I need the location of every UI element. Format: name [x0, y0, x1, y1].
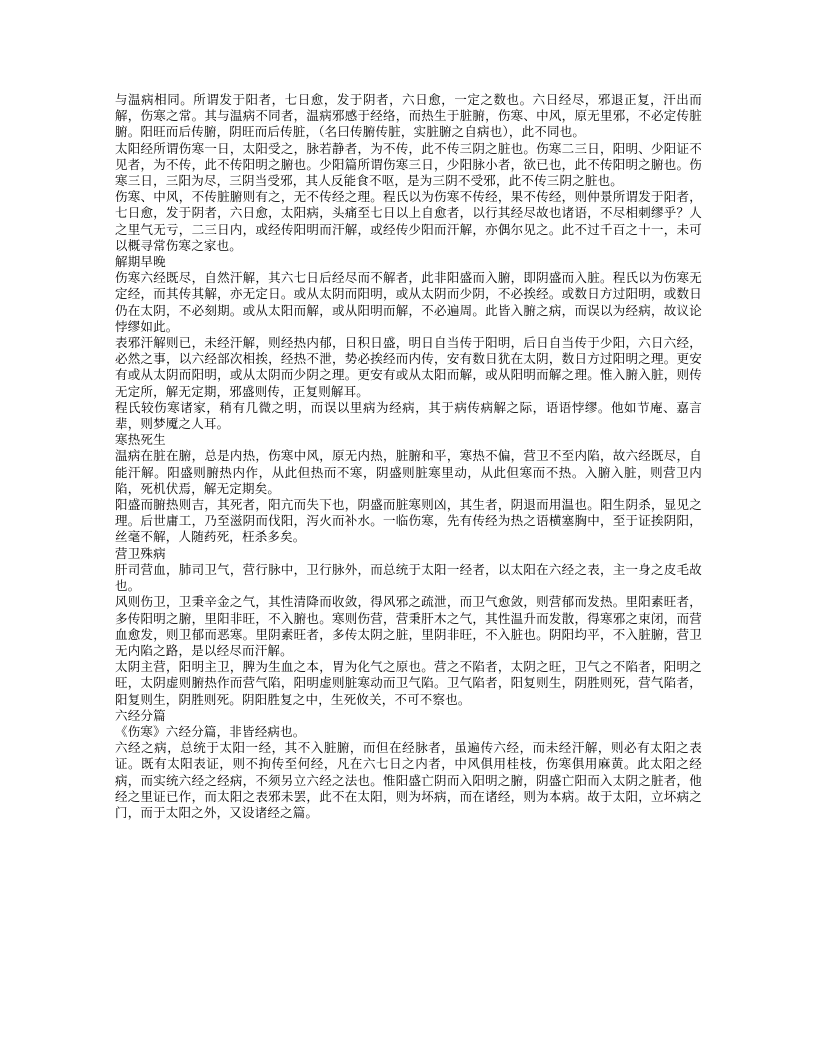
paragraph: 太阳经所谓伤寒一日，太阳受之，脉若静者，为不传，此不传三阴之脏也。伤寒二三日，阳明、少阳证不见者，为不传，此不传阳明之腑也。少阳篇所谓伤寒三日，少阳脉小者，欲已也，此不传阳明之腑也。伤寒三日，三阳为尽，三阴当受邪，其人反能食不呕，是为三阴不受邪，此不传三阴之脏也。 — [115, 141, 702, 189]
paragraph: 伤寒、中风，不传脏腑则有之，无不传经之理。程氏以为伤寒不传经，果不传经，则仲景所谓发于阳者，七日愈，发于阴者，六日愈，太阳病，头痛至七日以上自愈者，以行其经尽故也诸语，不尽相刺缪乎？人之里气无亏，二三日内，或经传阳明而汗解，或经传少阳而汗解，亦偶尔见之。此不过千百之十一，未可以概寻常伤寒之家也。 — [115, 190, 702, 253]
section-heading-jieqi-zaowan: 解期早晚 — [115, 255, 166, 270]
paragraph: 肝司营血，肺司卫气，营行脉中，卫行脉外，而总统于太阳一经者，以太阳在六经之表，主一身之皮毛故也。 — [115, 562, 702, 594]
paragraph: 太阴主营，阳明主卫，脾为生血之本，胃为化气之原也。营之不陷者，太阴之旺，卫气之不陷者，阳明之旺，太阴虚则腑热作而营气陷，阳明虚则脏寒动而卫气陷。卫气陷者，阳复则生，阴胜则死，营气陷者，阳复则生，阴胜则死。阴阳胜复之中，生死攸关，不可不察也。 — [115, 660, 702, 707]
paragraph: 风则伤卫，卫秉辛金之气，其性清降而收敛，得风邪之疏泄，而卫气愈敛，则营郁而发热。里阳素旺者，多传阳明之腑，里阳非旺，不入腑也。寒则伤营，营秉肝木之气，其性温升而发散，得寒邪之束闭，而营血愈发，则卫郁而恶寒。里阴素旺者，多传太阴之脏，里阴非旺，不入脏也。阴阳均平，不入脏腑，营卫无内陷之路，是以经尽而汗解。 — [115, 595, 702, 658]
section-heading-yingwei-shubing: 营卫殊病 — [115, 546, 166, 561]
section-heading-hanre-sisheng: 寒热死生 — [115, 433, 166, 448]
paragraph: 《伤寒》六经分篇，非皆经病也。 — [115, 724, 306, 739]
text-body — [115, 92, 702, 821]
paragraph: 程氏较伤寒诸家，稍有几微之明，而误以里病为经病，其于病传病解之际，语语悖缪。他如节庵、嘉言辈，则梦魇之人耳。 — [115, 400, 702, 432]
paragraph: 表邪汗解则已，未经汗解，则经热内郁，日积日盛，明日自当传于阳明，后日自当传于少阳，六日六经，必然之事，以六经部次相挨，经热不泄，势必挨经而内传，安有数日犹在太阴，数日方过阳明之理。更安有或从太阴而阳明，或从太阴而少阴之理。更安有或从太阳而解，或从阳明而解之理。惟入腑入脏，则传无定所，解无定期，邪盛则传，正复则解耳。 — [115, 336, 702, 399]
paragraph: 与温病相同。所谓发于阳者，七日愈，发于阴者，六日愈，一定之数也。六日经尽，邪退正复，汗出而解，伤寒之常。其与温病不同者，温病邪感于经络，而热生于脏腑，伤寒、中风，原无里邪，不必定传脏腑。阳旺而后传腑，阴旺而后传脏，（名曰传腑传脏，实脏腑之自病也），此不同也。 — [115, 93, 702, 140]
paragraph: 温病在脏在腑，总是内热，伤寒中风，原无内热，脏腑和平，寒热不偏，营卫不至内陷，故六经既尽，自能汗解。阳盛则腑热内作，从此但热而不寒，阴盛则脏寒里动，从此但寒而不热。入腑入脏，则营卫内陷，死机伏焉，解无定期矣。 — [115, 449, 702, 496]
paragraph: 六经之病，总统于太阳一经，其不入脏腑，而但在经脉者，虽遍传六经，而未经汗解，则必有太阳之表证。既有太阳表证，则不拘传至何经，凡在六七日之内者，中风俱用桂枝，伤寒俱用麻黄。此太阳之经病，而实统六经之经病，不须另立六经之法也。惟阳盛亡阴而入阳明之腑，阴盛亡阳而入太阴之脏者，他经之里证已作，而太阳之表邪未罢，此不在太阳，则为坏病，而在诸经，则为本病。故于太阳，立坏病之门，而于太阳之外，又设诸经之篇。 — [115, 741, 702, 820]
paragraph: 阳盛而腑热则吉，其死者，阳亢而失下也，阴盛而脏寒则凶，其生者，阴退而用温也。阳生阴杀，显见之理。后世庸工，乃至滋阴而伐阳，泻火而补水。一临伤寒，先有传经为热之语横塞胸中，至于证挨阴阳，丝毫不解，人随药死，枉杀多矣。 — [115, 498, 702, 545]
paragraph: 伤寒六经既尽，自然汗解，其六七日后经尽而不解者，此非阳盛而入腑，即阴盛而入脏。程氏以为伤寒无定经，而其传其解，亦无定日。或从太阴而阳明，或从太阴而少阴，不必挨经。或数日方过阳明，或数日仍在太阴，不必刻期。或从太阳而解，或从阳明而解，不必遍周。此皆入腑之病，而误以为经病，故议论悖缪如此。 — [115, 271, 702, 334]
section-heading-liujing-fenpian: 六经分篇 — [115, 708, 166, 723]
